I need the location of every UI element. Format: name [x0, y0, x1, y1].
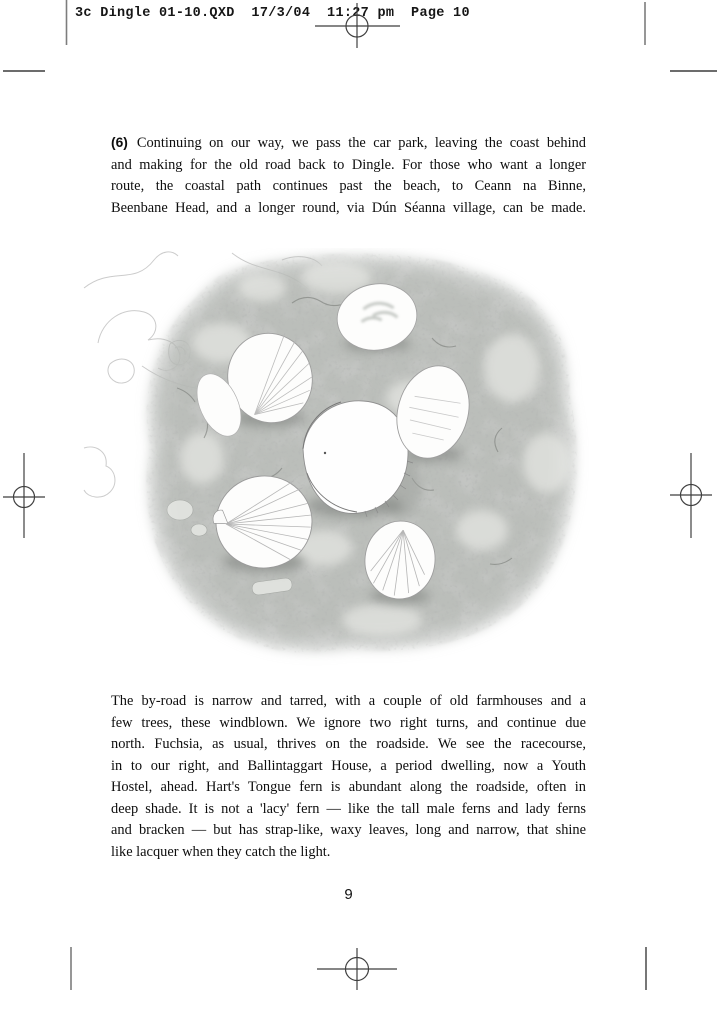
text-line: route, the coastal path continues past the beach, to Ceann na Binne, [111, 178, 586, 194]
text-line: deep shade. It is not a 'lacy' fern — like the tall male ferns and lady ferns [111, 800, 586, 817]
text-span: Continuing on our way, we pass the car park, leaving the coast behind [136, 135, 586, 151]
text-line: like lacquer when they catch the light. [111, 843, 331, 860]
text-line [111, 132, 586, 155]
paragraph-byroad-description [111, 691, 586, 863]
text-line: Beenbane Head, and a longer round, via Dún Séanna village, can be made. [111, 199, 586, 216]
text-line: north. Fuchsia, as usual, thrives on the roadside. We see the racecourse, [111, 736, 586, 752]
paragraph-lines [111, 155, 586, 220]
proof-slug-header: 3c Dingle 01-10.QXD 17/3/04 11:27 pm Page 10 [75, 6, 470, 21]
text-line: and bracken — but has strap-like, waxy leaves, long and narrow, that shine [111, 822, 586, 838]
text-line: and making for the old road back to Dingle. For those who want a longer [111, 156, 586, 173]
registration-mark-right [670, 453, 712, 538]
route-number-marker: (6) [111, 135, 128, 150]
page-number: 9 [344, 886, 353, 903]
text-line: in to our right, and Ballintaggart House, a period dwelling, now a Youth [111, 757, 586, 774]
paragraph-lines [111, 691, 586, 842]
text-line: Hostel, ahead. Hart's Tongue fern is abundant along the roadside, often in [111, 779, 586, 795]
text-line: The by-road is narrow and tarred, with a couple of old farmhouses and a [111, 693, 586, 709]
registration-mark-bottom [317, 948, 397, 990]
registration-mark-left [3, 453, 45, 538]
shell-sketch-figure [82, 248, 642, 672]
paragraph-route-description [111, 132, 586, 219]
text-line: few trees, these windblown. We ignore two right turns, and continue due [111, 714, 586, 731]
